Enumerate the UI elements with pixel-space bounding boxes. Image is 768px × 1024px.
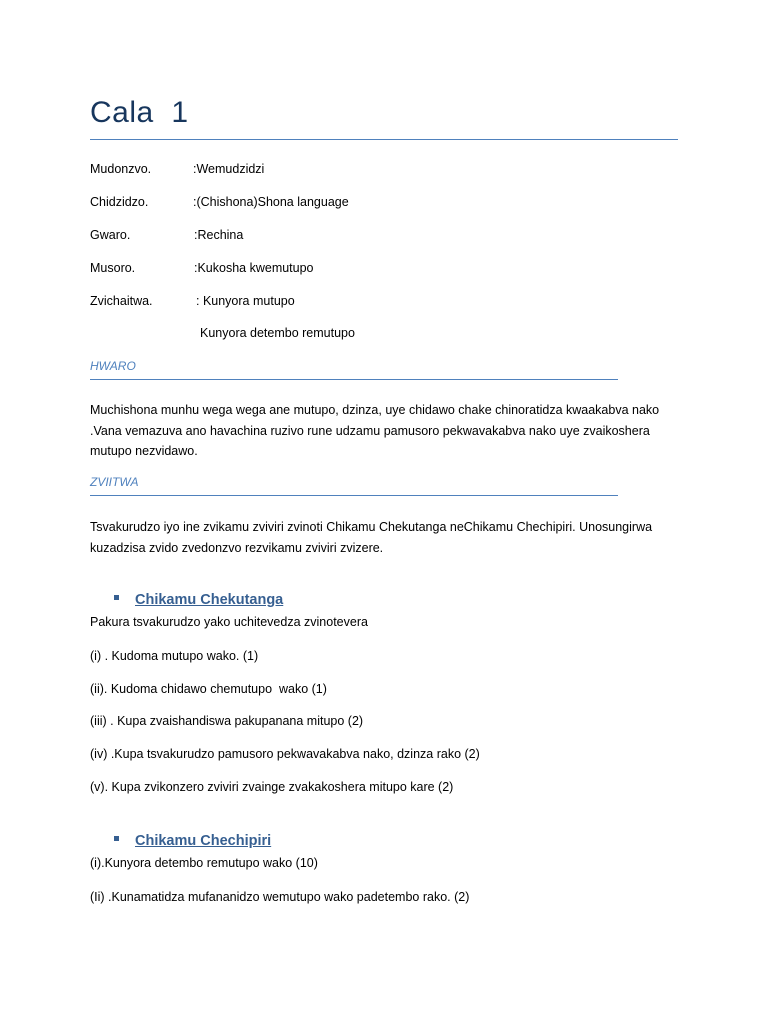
meta-value: :Rechina [194,228,244,242]
list-item: (i).Kunyora detembo remutupo wako (10) [90,856,318,870]
meta-label: Mudonzvo. [90,162,152,176]
section-heading-zviitwa: ZVIITWA [90,475,139,489]
meta-label: Gwaro. [90,228,131,242]
zviitwa-paragraph: Tsvakurudzo iyo ine zvikamu zviviri zvinoti Chikamu Chekutanga neChikamu Chechipiri. Unosungirwa kuzadzisa zvido zvedonzvo rezvikamu zviviri zvizere. [90,520,653,555]
list-item: (ii). Kudoma chidawo chemutupo wako (1) [90,682,327,696]
section-rule [90,379,618,380]
title-underline [90,139,678,140]
subheading-text: Chikamu Chechipiri [135,833,272,849]
meta-label: Zvichaitwa. [90,294,153,308]
section-rule [90,495,618,496]
subheading-text: Chikamu Chekutanga [135,592,284,608]
list-item: (Ii) .Kunamatidza mufananidzo wemutupo wako padetembo rako. (2) [90,890,470,904]
meta-value: :Kukosha kwemutupo [194,261,314,275]
list-item: (v). Kupa zvikonzero zviviri zvainge zvakakoshera mitupo kare (2) [90,780,454,794]
document-title: Cala 1 [90,96,189,129]
subheading-chikamu-chekutanga [114,590,283,610]
meta-label: Musoro. [90,261,136,275]
meta-value: :Wemudzidzi [193,162,265,176]
section-heading-hwaro: HWARO [90,359,136,373]
meta-extra-line: Kunyora detembo remutupo [200,326,355,340]
list-item: (iii) . Kupa zvaishandiswa pakupanana mitupo (2) [90,714,364,728]
list-item: (iv) .Kupa tsvakurudzo pamusoro pekwavakabva nako, dzinza rako (2) [90,747,480,761]
bullet-icon [114,836,119,841]
meta-value: : Kunyora mutupo [196,294,295,308]
subheading-chikamu-chechipiri [114,831,271,851]
part1-intro: Pakura tsvakurudzo yako uchitevedza zvinotevera [90,615,368,629]
hwaro-paragraph: Muchishona munhu wega wega ane mutupo, dzinza, uye chidawo chake chinoratidza kwaakabva nako .Vana vemazuva ano havachina ruzivo rune udzamu pamusoro pekwavakabva nako uye zvaikoshera mutupo nezvidawo. [90,403,660,458]
bullet-icon [114,595,119,600]
list-item: (i) . Kudoma mutupo wako. (1) [90,649,259,663]
meta-label: Chidzidzo. [90,195,149,209]
meta-value: :(Chishona)Shona language [193,195,349,209]
